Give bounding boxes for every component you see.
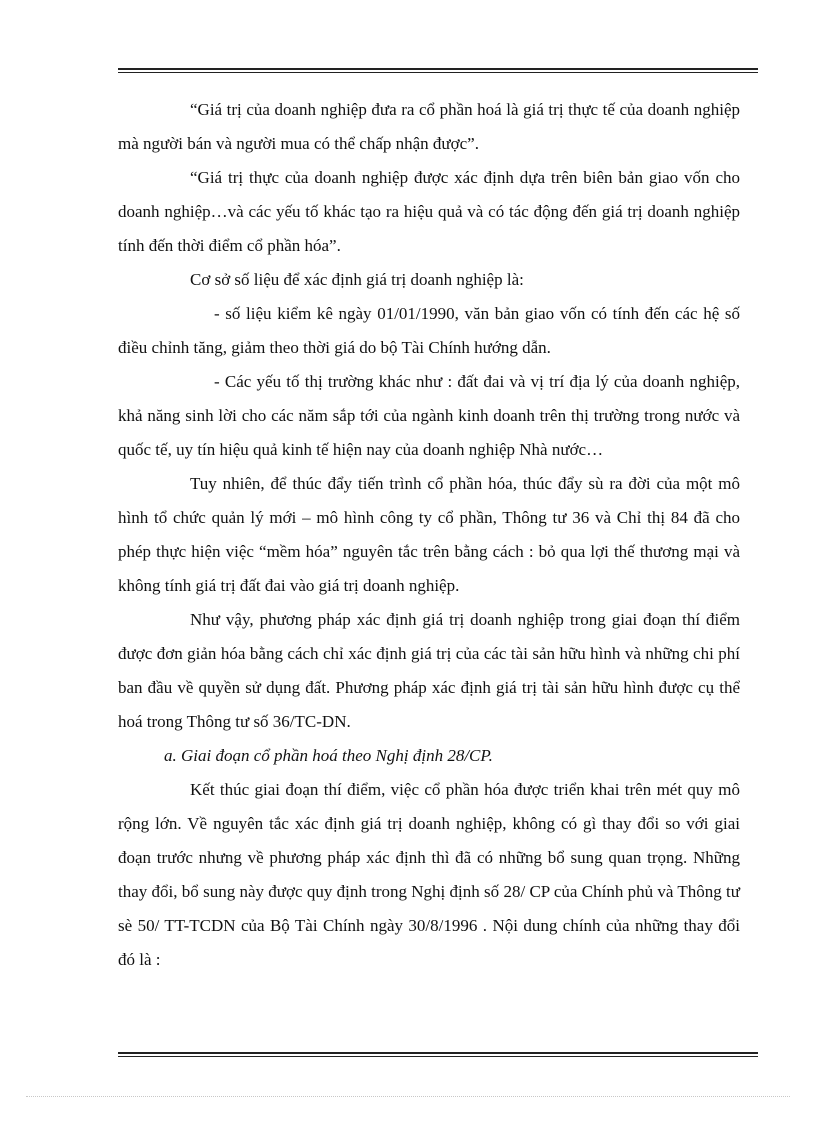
page-edge-divider xyxy=(26,1096,790,1097)
document-body xyxy=(118,93,740,977)
section-heading-decree-28: a. Giai đoạn cổ phần hoá theo Nghị định 28/CP. xyxy=(164,746,493,765)
list-item-inventory-data: - số liệu kiểm kê ngày 01/01/1990, văn bản giao vốn có tính đến các hệ số điều chỉnh tăng, giảm theo thời giá do bộ Tài Chính hướng dẫn. xyxy=(118,304,740,357)
list-item-market-factors: - Các yếu tố thị trường khác như : đất đai và vị trí địa lý của doanh nghiệp, khả năng sinh lời cho các năm sắp tới của ngành kinh doanh trên thị trường trong nước và quốc tế, uy tín hiệu quả kinh tế hiện nay của doanh nghiệp Nhà nước… xyxy=(118,372,740,459)
paragraph-definition-value: “Giá trị của doanh nghiệp đưa ra cổ phần hoá là giá trị thực tế của doanh nghiệp mà người bán và người mua có thể chấp nhận được”. xyxy=(118,100,740,153)
paragraph-however: Tuy nhiên, để thúc đẩy tiến trình cổ phần hóa, thúc đẩy sù ra đời của một mô hình tổ chức quản lý mới – mô hình công ty cổ phần, Thông tư 36 và Chỉ thị 84 đã cho phép thực hiện việc “mềm hóa” nguyên tắc trên bằng cách : bỏ qua lợi thế thương mại và không tính giá trị đất đai vào giá trị doanh nghiệp. xyxy=(118,474,740,595)
paragraph-end-of-pilot: Kết thúc giai đoạn thí điểm, việc cổ phần hóa được triển khai trên mét quy mô rộng lớn. Về nguyên tắc xác định giá trị doanh nghiệp, không có gì thay đổi so với giai đoạn trước nhưng về phương pháp xác định thì đã có những bổ sung quan trọng. Những thay đổi, bổ sung này được quy định trong Nghị định số 28/ CP của Chính phủ và Thông tư sè 50/ TT-TCDN của Bộ Tài Chính ngày 30/8/1996 . Nội dung chính của những thay đổi đó là : xyxy=(118,780,740,969)
paragraph-thus: Như vậy, phương pháp xác định giá trị doanh nghiệp trong giai đoạn thí điểm được đơn giản hóa bằng cách chỉ xác định giá trị của các tài sản hữu hình và những chi phí ban đầu về quyền sử dụng đất. Phương pháp xác định giá trị tài sản hữu hình được cụ thể hoá trong Thông tư số 36/TC-DN. xyxy=(118,610,740,731)
header-rule xyxy=(118,68,758,73)
footer-rule xyxy=(118,1052,758,1057)
paragraph-data-basis: Cơ sở số liệu để xác định giá trị doanh nghiệp là: xyxy=(190,270,524,289)
paragraph-definition-real-value: “Giá trị thực của doanh nghiệp được xác định dựa trên biên bản giao vốn cho doanh nghiệp…và các yếu tố khác tạo ra hiệu quả và có tác động đến giá trị doanh nghiệp tính đến thời điểm cổ phần hóa”. xyxy=(118,168,740,255)
